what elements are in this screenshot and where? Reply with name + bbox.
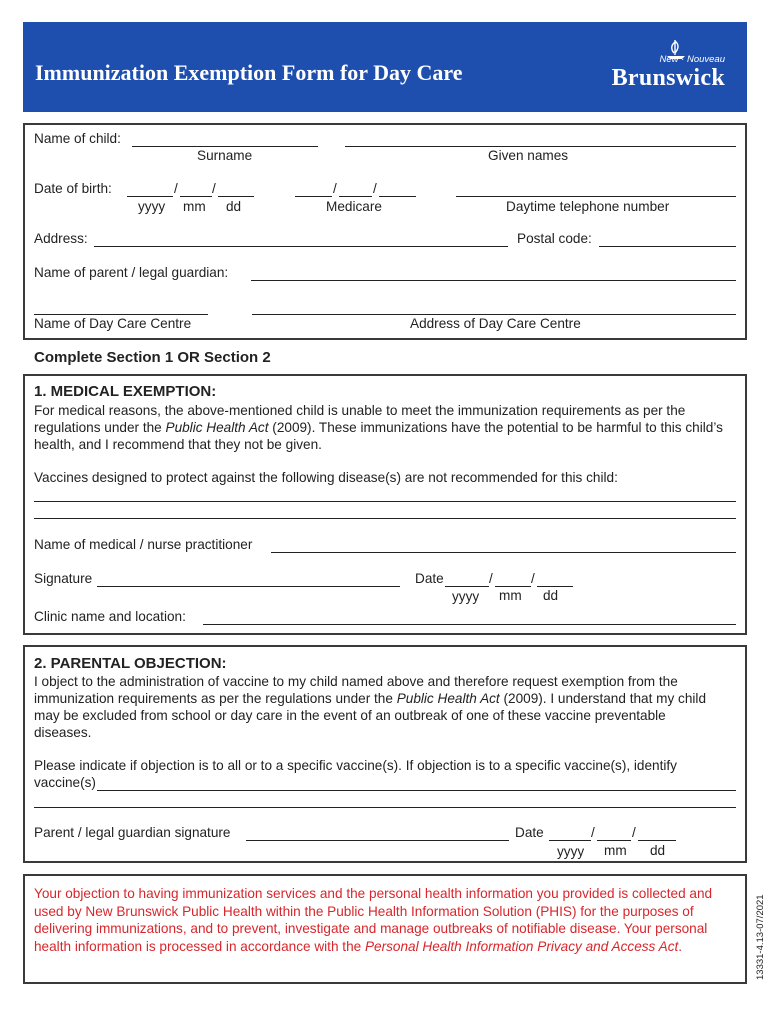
parent-name-field[interactable] [251, 280, 736, 281]
parent-signature-label: Parent / legal guardian signature [34, 825, 231, 840]
parent-date-yyyy-field[interactable] [549, 840, 591, 841]
medicare-field-3[interactable] [379, 196, 416, 197]
telephone-caption: Daytime telephone number [506, 199, 670, 214]
telephone-field[interactable] [456, 196, 736, 197]
privacy-act-name: Personal Health Information Privacy and Access Act [364, 938, 679, 954]
address-label: Address: [34, 231, 88, 246]
date-slash: / [531, 571, 535, 586]
daycare-name-caption: Name of Day Care Centre [34, 316, 192, 331]
nb-logo [599, 38, 729, 98]
form-number: 13331-4.13-07/2021 [755, 894, 766, 980]
given-names-caption: Given names [488, 148, 569, 163]
objection-text-part1: I object to the administration of vaccine to my child named above and therefore request exemption from the immunization requirements as per the regulations under the [34, 674, 678, 706]
name-of-child-label: Name of child: [34, 131, 121, 146]
child-info-box [23, 123, 747, 340]
signature-field[interactable] [97, 586, 400, 587]
vaccines-field-2[interactable] [34, 518, 736, 519]
parent-date-label: Date [515, 825, 544, 840]
medicare-slash: / [333, 181, 337, 196]
medicare-slash: / [373, 181, 377, 196]
date-mm-field[interactable] [495, 586, 531, 587]
signature-label: Signature [34, 571, 93, 586]
logo-wordmark: Brunswick [611, 65, 725, 91]
public-health-act: Public Health Act [396, 691, 500, 706]
privacy-notice-text [34, 885, 734, 955]
date-dd-caption: dd [543, 588, 559, 603]
parent-date-mm-caption: mm [604, 843, 627, 858]
practitioner-field[interactable] [271, 552, 736, 553]
dob-dd-caption: dd [226, 199, 242, 214]
date-slash: / [489, 571, 493, 586]
given-names-field[interactable] [345, 146, 736, 147]
public-health-act: Public Health Act [165, 420, 269, 435]
postal-code-label: Postal code: [517, 231, 592, 246]
dob-yyyy-field[interactable] [127, 196, 173, 197]
indicate-line-1: Please indicate if objection is to all or to a specific vaccine(s). If objection is to a specific vaccine(s), identify [34, 758, 677, 773]
page-title: Immunization Exemption Form for Day Care [35, 60, 463, 85]
parent-signature-field[interactable] [246, 840, 509, 841]
dob-dd-field[interactable] [218, 196, 254, 197]
practitioner-label: Name of medical / nurse practitioner [34, 537, 253, 552]
privacy-text-part1: Your objection to having immunization services and the personal health information you provided is collected and used by New Brunswick Public Health within the Public Health Information Solution (PHIS) for the purposes of delivering immunizations, and to prevent, investigate and manage outbreaks of notifiable disease. Your personal health information is processed in accordance with the [34, 886, 713, 954]
clinic-label: Clinic name and location: [34, 609, 186, 624]
vaccines-field-1[interactable] [34, 501, 736, 502]
parent-date-dd-caption: dd [650, 843, 666, 858]
date-label: Date [415, 571, 444, 586]
indicate-line-2: vaccine(s) [34, 775, 96, 790]
address-field[interactable] [94, 246, 508, 247]
medical-exemption-heading: 1. MEDICAL EXEMPTION: [34, 383, 217, 400]
objection-text-part2: (2009). I understand that my child may be excluded from school or day care in the event of an outbreak of one of these vaccine preventable diseases. [34, 691, 707, 740]
dob-mm-field[interactable] [180, 196, 212, 197]
surname-field[interactable] [132, 146, 318, 147]
parent-name-label: Name of parent / legal guardian: [34, 265, 229, 280]
clinic-field[interactable] [203, 624, 736, 625]
parent-date-dd-field[interactable] [638, 840, 676, 841]
parent-date-yyyy-caption: yyyy [557, 844, 585, 859]
header-banner [23, 22, 747, 112]
section-instruction: Complete Section 1 OR Section 2 [34, 349, 271, 366]
vaccines-label: Vaccines designed to protect against the following disease(s) are not recommended for this child: [34, 470, 618, 485]
parental-objection-heading: 2. PARENTAL OBJECTION: [34, 655, 227, 672]
objection-vaccines-field-2[interactable] [34, 807, 736, 808]
medical-text-part1: For medical reasons, the above-mentioned child is unable to meet the immunization requirements as per the regulations under the [34, 403, 686, 435]
parent-date-slash: / [591, 825, 595, 840]
dob-yyyy-caption: yyyy [138, 199, 166, 214]
dob-mm-caption: mm [183, 199, 206, 214]
date-dd-field[interactable] [537, 586, 573, 587]
daycare-address-caption: Address of Day Care Centre [410, 316, 581, 331]
objection-vaccines-field-1[interactable] [97, 790, 736, 791]
surname-caption: Surname [197, 148, 253, 163]
parent-date-mm-field[interactable] [597, 840, 631, 841]
daycare-name-field[interactable] [34, 314, 208, 315]
date-yyyy-caption: yyyy [452, 589, 480, 604]
dob-slash: / [212, 181, 216, 196]
medicare-field-2[interactable] [339, 196, 372, 197]
daycare-address-field[interactable] [252, 314, 736, 315]
logo-subtitle: New · Nouveau [659, 54, 725, 65]
medicare-field-1[interactable] [295, 196, 332, 197]
parental-objection-text [34, 673, 724, 741]
medical-text-part2: (2009). These immunizations have the potential to be harmful to this child’s health, and I recommend that they not be given. [34, 420, 723, 452]
dob-slash: / [174, 181, 178, 196]
postal-code-field[interactable] [599, 246, 736, 247]
date-of-birth-label: Date of birth: [34, 181, 112, 196]
medicare-caption: Medicare [326, 199, 382, 214]
parent-date-slash: / [632, 825, 636, 840]
medical-exemption-text [34, 402, 740, 453]
privacy-text-part2: . [678, 938, 683, 954]
date-mm-caption: mm [499, 588, 522, 603]
date-yyyy-field[interactable] [445, 586, 489, 587]
